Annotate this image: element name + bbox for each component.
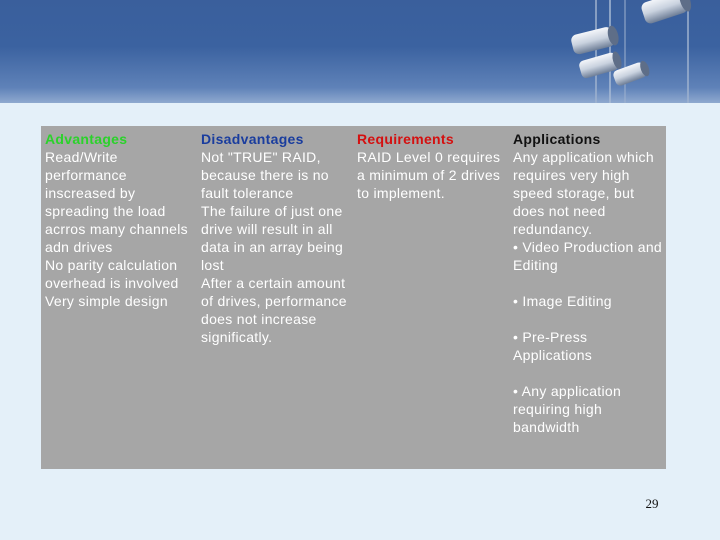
applications-line: Applications <box>513 347 593 363</box>
applications-line: bandwidth <box>513 419 580 435</box>
page-number: 29 <box>645 496 659 511</box>
advantages-column <box>45 130 195 310</box>
applications-bullet: • Pre-Press <box>513 329 588 345</box>
applications-line: redundancy. <box>513 221 593 237</box>
applications-column <box>513 130 665 436</box>
applications-bullet: • Image Editing <box>513 293 612 309</box>
disadvantages-line: significatly. <box>201 329 273 345</box>
disadvantages-line: does not increase <box>201 311 317 327</box>
content-table <box>41 126 666 469</box>
requirements-heading: Requirements <box>357 131 454 147</box>
disadvantages-line: The failure of just one <box>201 203 343 219</box>
disadvantages-line: fault tolerance <box>201 185 294 201</box>
advantages-line: adn drives <box>45 239 113 255</box>
advantages-line: performance <box>45 167 127 183</box>
applications-line: requiring high <box>513 401 603 417</box>
disadvantages-line: because there is no <box>201 167 329 183</box>
requirements-line: to implement. <box>357 185 445 201</box>
advantages-line: Very simple design <box>45 293 168 309</box>
applications-line: Any application which <box>513 149 654 165</box>
requirements-line: RAID Level 0 requires <box>357 149 501 165</box>
applications-line: Editing <box>513 257 558 273</box>
advantages-line: acrros many channels <box>45 221 188 237</box>
applications-spacer <box>513 274 665 292</box>
applications-spacer <box>513 364 665 382</box>
disadvantages-line: drive will result in all <box>201 221 333 237</box>
disadvantages-heading: Disadvantages <box>201 131 304 147</box>
applications-spacer <box>513 310 665 328</box>
disadvantages-line: Not "TRUE" RAID, <box>201 149 321 165</box>
applications-line: requires very high <box>513 167 630 183</box>
requirements-column <box>357 130 507 202</box>
disadvantages-line: data in an array being <box>201 239 344 255</box>
applications-heading: Applications <box>513 131 601 147</box>
requirements-line: a minimum of 2 drives <box>357 167 501 183</box>
advantages-line: Read/Write <box>45 149 118 165</box>
header-banner <box>0 0 720 103</box>
disadvantages-line: of drives, performance <box>201 293 347 309</box>
disadvantages-line: After a certain amount <box>201 275 346 291</box>
cable-connectors-image <box>0 0 720 103</box>
advantages-heading: Advantages <box>45 131 128 147</box>
disadvantages-column <box>201 130 351 346</box>
advantages-line: spreading the load <box>45 203 166 219</box>
applications-line: speed storage, but <box>513 185 635 201</box>
applications-line: does not need <box>513 203 606 219</box>
applications-bullet: • Video Production and <box>513 239 663 255</box>
disadvantages-line: lost <box>201 257 224 273</box>
advantages-line: inscreased by <box>45 185 136 201</box>
advantages-line: No parity calculation <box>45 257 178 273</box>
applications-bullet: • Any application <box>513 383 622 399</box>
advantages-line: overhead is involved <box>45 275 179 291</box>
